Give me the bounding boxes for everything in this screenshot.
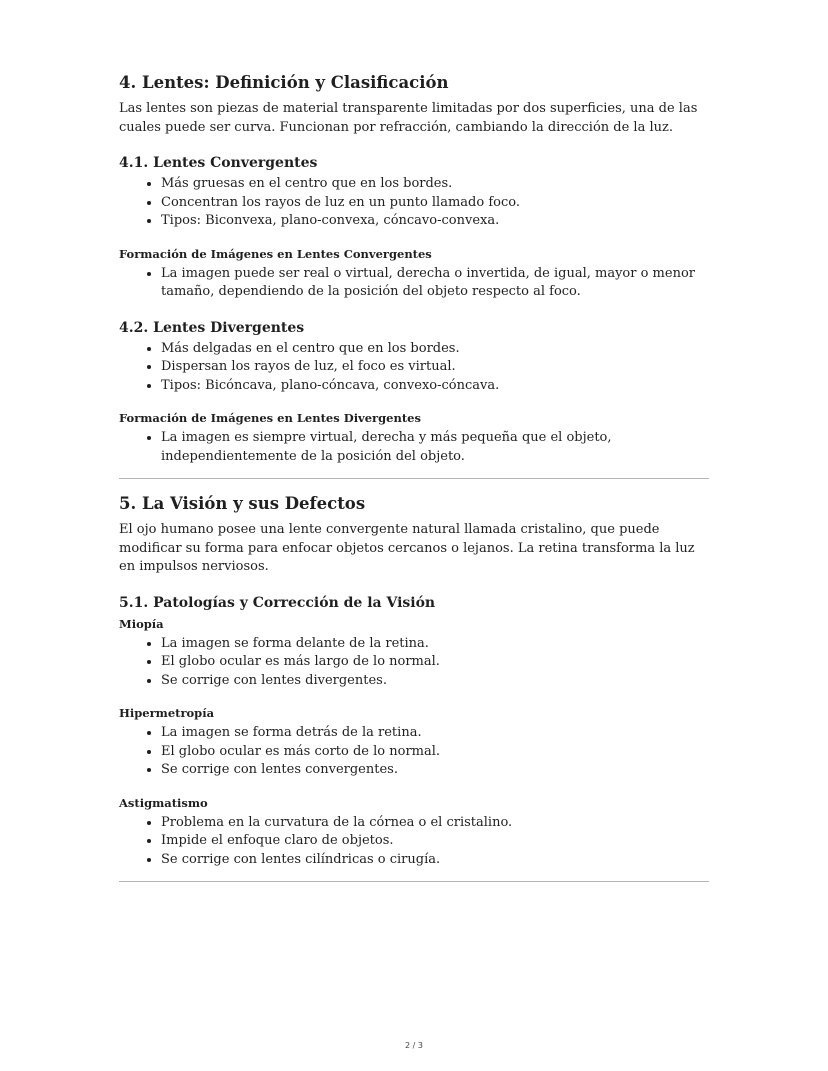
convergent-image-formation-list <box>119 265 709 302</box>
divergent-lenses-heading: 4.2. Lentes Divergentes <box>119 319 305 336</box>
list-item: • El globo ocular es más largo de lo normal. <box>161 653 709 672</box>
section-divider <box>119 478 709 479</box>
list-item: • Más delgadas en el centro que en los bordes. <box>161 340 709 359</box>
section-4-heading: 4. Lentes: Definición y Clasificación <box>119 73 449 92</box>
myopia-heading: Miopía <box>119 616 164 631</box>
list-item: • Más gruesas en el centro que en los bordes. <box>161 175 709 194</box>
section-4-intro: Las lentes son piezas de material transparente limitadas por dos superficies, una de las cuales puede ser curva. Funcionan por refracción, cambiando la dirección de la luz. <box>119 101 698 135</box>
myopia-list <box>119 635 709 691</box>
page-number: 2 / 3 <box>405 1041 423 1050</box>
hyperopia-list <box>119 724 709 780</box>
list-item: • Problema en la curvatura de la córnea o el cristalino. <box>161 814 709 833</box>
astigmatism-heading: Astigmatismo <box>119 795 208 810</box>
section-divider <box>119 881 709 882</box>
list-item: • Impide el enfoque claro de objetos. <box>161 832 709 851</box>
list-item: • Tipos: Biconvexa, plano-convexa, cóncavo-convexa. <box>161 212 709 231</box>
list-item: • La imagen puede ser real o virtual, derecha o invertida, de igual, mayor o menor tamaño, dependiendo de la posición del objeto respecto al foco. <box>161 265 709 302</box>
list-item: • Dispersan los rayos de luz, el foco es virtual. <box>161 358 709 377</box>
convergent-lenses-list <box>119 175 709 231</box>
vision-pathologies-heading: 5.1. Patologías y Corrección de la Visión <box>119 594 436 611</box>
list-item: • Se corrige con lentes cilíndricas o cirugía. <box>161 851 709 870</box>
convergent-lenses-heading: 4.1. Lentes Convergentes <box>119 155 318 171</box>
divergent-image-formation-list <box>119 429 709 466</box>
list-item: • El globo ocular es más corto de lo normal. <box>161 743 709 762</box>
list-item: • La imagen es siempre virtual, derecha y más pequeña que el objeto, independientemente de la posición del objeto. <box>161 429 709 466</box>
list-item: • Se corrige con lentes divergentes. <box>161 672 709 691</box>
list-item: • Concentran los rayos de luz en un punto llamado foco. <box>161 194 709 213</box>
list-item: • Tipos: Bicóncava, plano-cóncava, convexo-cóncava. <box>161 377 709 396</box>
astigmatism-list <box>119 814 709 870</box>
divergent-image-formation-heading: Formación de Imágenes en Lentes Divergentes <box>119 411 421 425</box>
hyperopia-heading: Hipermetropía <box>119 706 215 720</box>
list-item: • Se corrige con lentes convergentes. <box>161 761 709 780</box>
divergent-lenses-list <box>119 340 709 396</box>
section-5-intro: El ojo humano posee una lente convergente natural llamada cristalino, que puede modificar su forma para enfocar objetos cercanos o lejanos. La retina transforma la luz en impulsos nerviosos. <box>119 522 695 574</box>
list-item: • La imagen se forma delante de la retina. <box>161 635 709 654</box>
convergent-image-formation-heading: Formación de Imágenes en Lentes Convergentes <box>119 246 432 261</box>
list-item: • La imagen se forma detrás de la retina. <box>161 724 709 743</box>
document-page <box>119 70 709 894</box>
section-5-heading: 5. La Visión y sus Defectos <box>119 494 366 513</box>
